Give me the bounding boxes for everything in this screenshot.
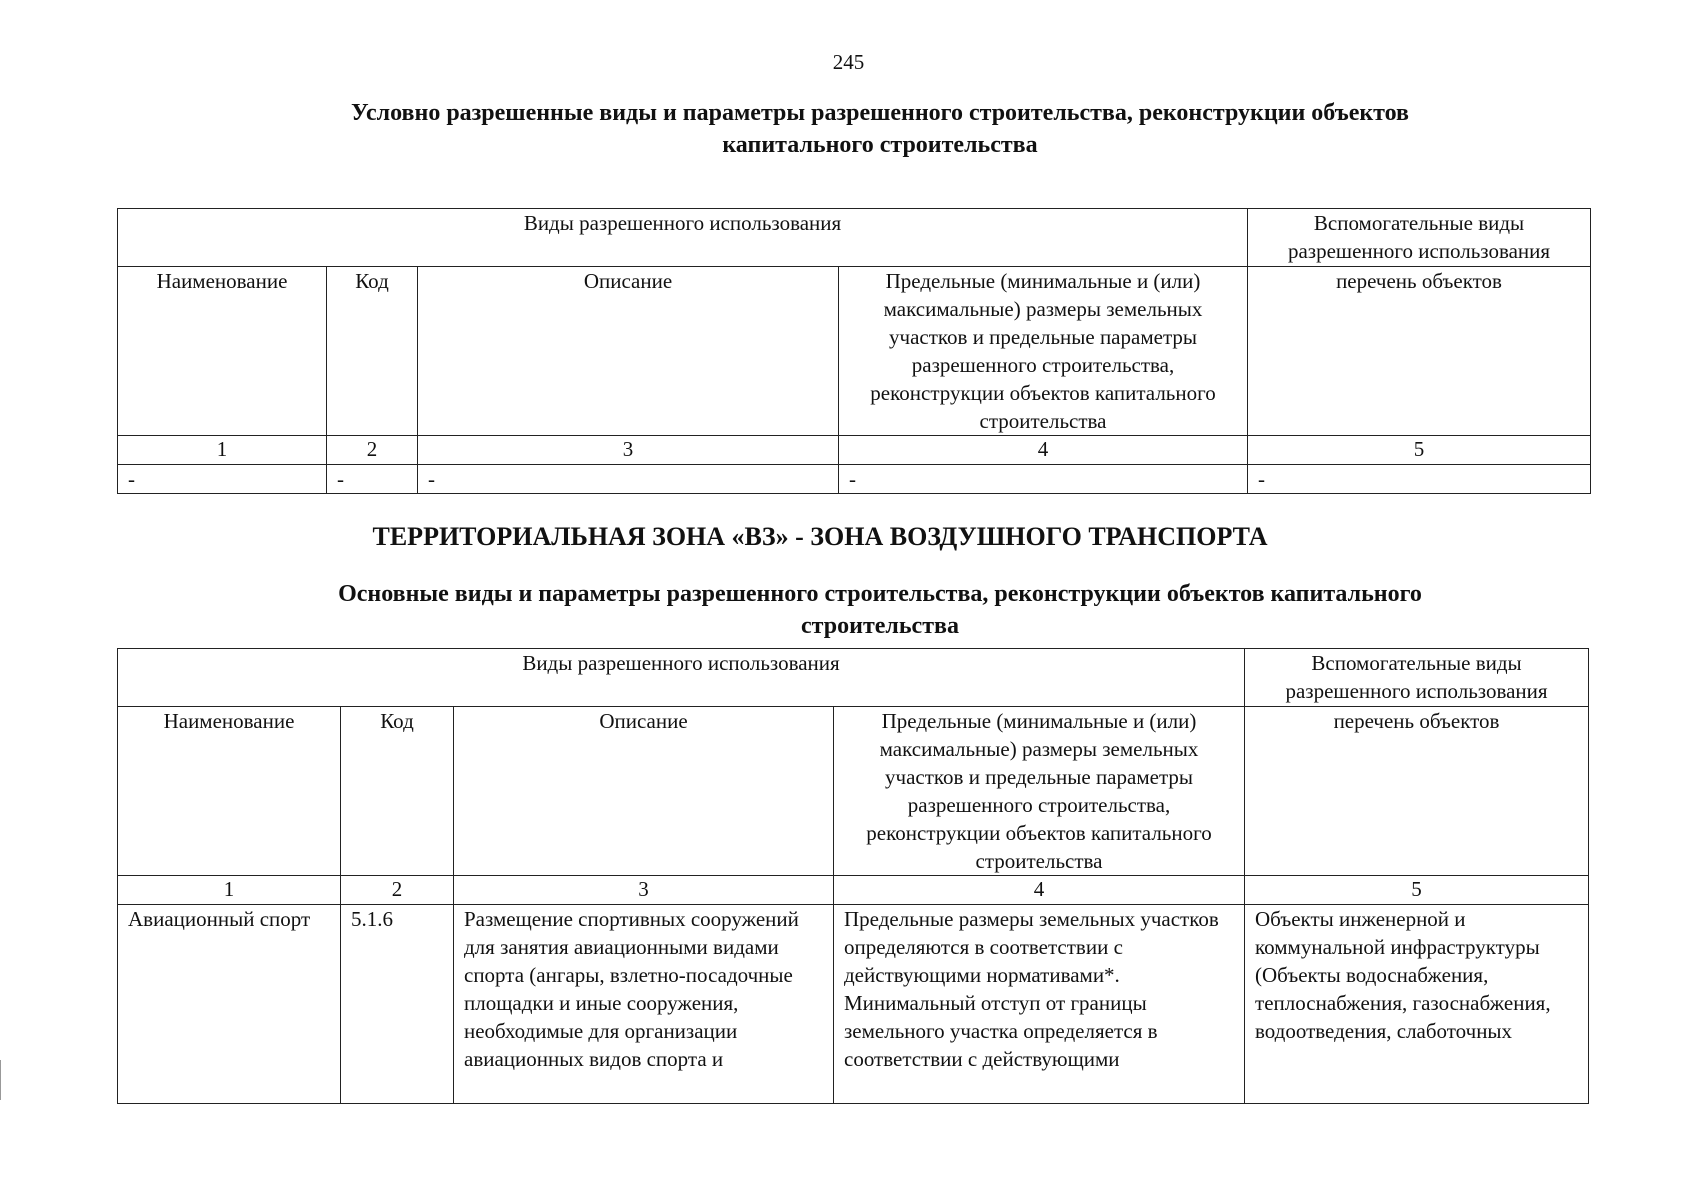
- table-subheader-row: [118, 267, 1591, 436]
- cell-description: Размещение спортивных сооружений для занятия авиационными видами спорта (ангары, взлетно-посадочные площадки и иные сооружения, необходимые для организации авиационных видов спорта и: [454, 905, 834, 1104]
- header-limits: Предельные (минимальные и (или) максимальные) размеры земельных участков и предельные параметры разрешенного строительства, реконструкции объектов капитального строительства: [834, 707, 1245, 876]
- heading-line: Основные виды и параметры разрешенного строительства, реконструкции объектов капитального: [338, 581, 1422, 607]
- cell-code: -: [327, 465, 418, 494]
- section-heading-main: [210, 578, 1550, 642]
- cell-limits: Предельные размеры земельных участков определяются в соответствии с действующими нормативами*. Минимальный отступ от границы земельного участка определяется в соответствии с действующими: [834, 905, 1245, 1104]
- header-objects: перечень объектов: [1248, 267, 1591, 436]
- section-heading-conditional: [210, 97, 1550, 161]
- cell-limits: -: [839, 465, 1248, 494]
- column-number-row: [118, 876, 1589, 905]
- table-conditional-uses: [117, 208, 1591, 494]
- column-number: 3: [418, 436, 839, 465]
- scan-margin-mark: [0, 1060, 9, 1100]
- table-row: [118, 905, 1589, 1104]
- heading-line: строительства: [801, 613, 959, 639]
- column-number: 4: [839, 436, 1248, 465]
- column-number: 5: [1245, 876, 1589, 905]
- header-name: Наименование: [118, 707, 341, 876]
- page-number: 245: [832, 50, 865, 74]
- column-number: 4: [834, 876, 1245, 905]
- cell-name: Авиационный спорт: [118, 905, 341, 1104]
- header-auxiliary-uses: Вспомогательные виды разрешенного использования: [1248, 209, 1591, 267]
- header-code: Код: [327, 267, 418, 436]
- header-description: Описание: [454, 707, 834, 876]
- header-name: Наименование: [118, 267, 327, 436]
- column-number: 2: [341, 876, 454, 905]
- heading-line: Условно разрешенные виды и параметры разрешенного строительства, реконструкции объектов: [350, 100, 1410, 126]
- column-number: 1: [118, 436, 327, 465]
- table-main-uses: [117, 648, 1589, 1104]
- table-subheader-row: [118, 707, 1589, 876]
- table-row: [118, 465, 1591, 494]
- column-number: 3: [454, 876, 834, 905]
- header-objects: перечень объектов: [1245, 707, 1589, 876]
- column-number: 1: [118, 876, 341, 905]
- header-permitted-uses: Виды разрешенного использования: [118, 649, 1245, 707]
- heading-line: капитального строительства: [722, 132, 1038, 158]
- column-number: 2: [327, 436, 418, 465]
- cell-objects: Объекты инженерной и коммунальной инфраструктуры (Объекты водоснабжения, теплоснабжения, газоснабжения, водоотведения, слаботочных: [1245, 905, 1589, 1104]
- header-permitted-uses: Виды разрешенного использования: [118, 209, 1248, 267]
- cell-description: -: [418, 465, 839, 494]
- cell-code: 5.1.6: [341, 905, 454, 1104]
- column-number-row: [118, 436, 1591, 465]
- zone-title: ТЕРРИТОРИАЛЬНАЯ ЗОНА «ВЗ» - ЗОНА ВОЗДУШНОГО ТРАНСПОРТА: [372, 522, 1268, 551]
- cell-objects: -: [1248, 465, 1591, 494]
- cell-name: -: [118, 465, 327, 494]
- table-header-row: [118, 209, 1591, 267]
- header-limits: Предельные (минимальные и (или) максимальные) размеры земельных участков и предельные параметры разрешенного строительства, реконструкции объектов капитального строительства: [839, 267, 1248, 436]
- column-number: 5: [1248, 436, 1591, 465]
- header-auxiliary-uses: Вспомогательные виды разрешенного использования: [1245, 649, 1589, 707]
- header-code: Код: [341, 707, 454, 876]
- header-description: Описание: [418, 267, 839, 436]
- table-header-row: [118, 649, 1589, 707]
